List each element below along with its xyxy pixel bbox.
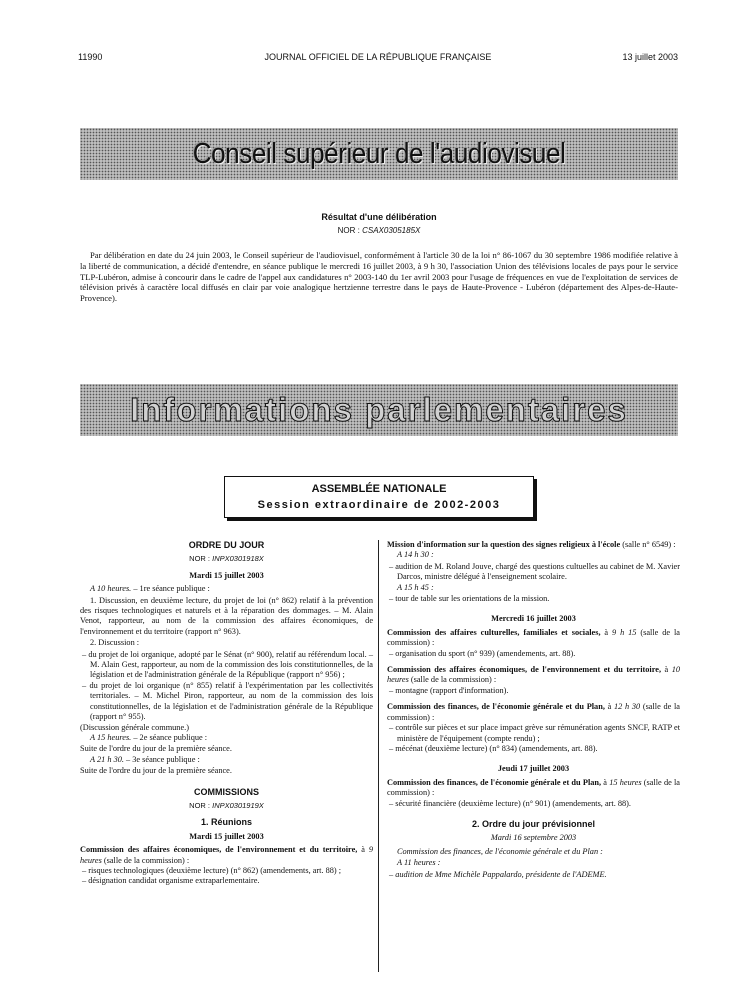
deliberation-nor: NOR : CSAX0305185X: [337, 226, 421, 235]
commission-subitem: – risques technologiques (deuxième lecture) (n° 862) (amendements, art. 88) ;: [82, 865, 342, 875]
commission-subitem: – audition de Mme Michèle Pappalardo, présidente de l'ADEME.: [389, 869, 607, 879]
commission-entry: Commission des affaires économiques, de l'environnement et du territoire, à 10 heures (salle de la commission) :: [387, 665, 680, 685]
left-column: [80, 540, 373, 887]
reunions-title: 1. Réunions: [200, 817, 252, 828]
agenda-item: 2. Discussion :: [90, 638, 140, 648]
commission-subitem: – sécurité financière (deuxième lecture) (n° 901) (amendements, art. 88).: [389, 798, 631, 808]
date-heading: Jeudi 17 juillet 2003: [497, 764, 570, 774]
deliberation-body: Par délibération en date du 24 juin 2003, le Conseil supérieur de l'audiovisuel, conformément à l'article 30 de la loi n° 86-1067 du 30 septembre 1986 modifiée relative à la liberté de communication, a décidé d'entendre, en séance publique le mercredi 16 juillet 2003, à 9 h 30, l'association Union des télévisions locales de pays pour le service TLP-Lubéron, admise à concourir dans le cadre de l'appel aux candidatures n° 2003-140 du 1er avril 2003 pour l'usage de fréquences en vue de l'exploitation de services de télévision privés à caractère local diffusés en clair par voie analogique hertzienne terrestre dans le pays de Haute-Provence - Lubéron (département des Alpes-de-Haute-Provence).: [80, 250, 678, 304]
journal-title: JOURNAL OFFICIEL DE LA RÉPUBLIQUE FRANÇAISE: [264, 52, 492, 62]
commission-entry: Commission des affaires économiques, de l'environnement et du territoire, à 9 heures (salle de la commission) :: [80, 845, 373, 865]
ordre-du-jour-title: ORDRE DU JOUR: [188, 540, 265, 550]
agenda-note: (Discussion générale commune.): [80, 722, 189, 732]
commission-entry: Commission des finances, de l'économie générale et du Plan :: [397, 846, 603, 856]
date-heading: Mardi 16 septembre 2003: [490, 833, 577, 843]
commission-entry: Commission des affaires culturelles, familiales et sociales, à 9 h 15 (salle de la commission) :: [387, 627, 680, 648]
seance-line: A 10 heures. – 1re séance publique :: [90, 584, 210, 594]
agenda-note: Suite de l'ordre du jour de la première séance.: [80, 744, 232, 754]
date-heading: Mardi 15 juillet 2003: [189, 831, 264, 841]
date-heading: Mardi 15 juillet 2003: [189, 570, 264, 580]
commission-subitem: – désignation candidat organisme extraparlementaire.: [82, 876, 260, 886]
previsionnel-title: 2. Ordre du jour prévisionnel: [471, 818, 596, 829]
ordre-nor: NOR : INPX0301918X: [189, 554, 264, 564]
parliament-banner-text: Informations parlementaires: [130, 391, 628, 428]
assembly-box: [224, 476, 534, 518]
seance-line: A 21 h 30. – 3e séance publique :: [90, 754, 200, 764]
page-header: [78, 52, 678, 66]
commission-subitem: – organisation du sport (n° 939) (amendements, art. 88).: [389, 648, 576, 658]
mission-entry: Mission d'information sur la question des signes religieux à l'école (salle n° 6549) :: [387, 540, 676, 549]
seance-line: A 15 heures. – 2e séance publique :: [90, 732, 208, 742]
commission-subitem: – montagne (rapport d'information).: [389, 685, 509, 695]
commission-subitem: – mécénat (deuxième lecture) (n° 834) (amendements, art. 88).: [389, 743, 598, 753]
date-heading: Mercredi 16 juillet 2003: [491, 614, 576, 624]
csa-banner-text: Conseil supérieur de l'audiovisuel: [192, 137, 566, 170]
agenda-item: 1. Discussion, en deuxième lecture, du projet de loi (n° 862) relatif à la prévention des risques technologiques et naturels et à la réparation des dommages. – M. Alain Venot, rapporteur, au nom de la commission des affaires économiques, de l'environnement et du territoire (rapport n° 963).: [80, 595, 373, 636]
column-divider: [378, 540, 379, 972]
agenda-subitem: – du projet de loi organique, adopté par le Sénat (n° 900), relatif au référendum local. – M. Alain Gest, rapporteur, au nom de la commission des lois constitutionnelles, de la législation et de l'administration générale de la République (rapport n° 956) ;: [82, 649, 373, 680]
time-line: A 15 h 45 :: [397, 582, 434, 592]
commission-subitem: – contrôle sur pièces et sur place impact grève sur rémunération agents SNCF, RATP et ministère de l'équipement (compte rendu) ;: [389, 723, 680, 743]
commissions-nor: NOR : INPX0301919X: [189, 800, 264, 810]
time-line: A 11 heures :: [397, 858, 441, 868]
assembly-title: ASSEMBLÉE NATIONALE: [311, 483, 447, 495]
session-title: Session extraordinaire de 2002-2003: [257, 499, 501, 511]
nor-code: CSAX0305185X: [362, 226, 421, 235]
agenda-note: Suite de l'ordre du jour de la première séance.: [80, 766, 232, 776]
csa-banner: [80, 128, 678, 180]
deliberation-title: Résultat d'une délibération: [321, 212, 437, 222]
parliament-banner: [80, 384, 678, 436]
page-number: 11990: [78, 52, 103, 62]
commission-entry: Commission des finances, de l'économie générale et du Plan, à 12 h 30 (salle de la commission) :: [387, 702, 680, 722]
agenda-subitem: – du projet de loi organique (n° 855) relatif à l'expérimentation par les collectivités territoriales. – M. Michel Piron, rapporteur, au nom de la commission des lois constitutionnelles, de la législation et de l'administration générale de la République (rapport n° 955).: [82, 680, 373, 722]
mission-subitem: – tour de table sur les orientations de la mission.: [389, 594, 550, 604]
time-line: A 14 h 30 :: [397, 550, 434, 560]
mission-subitem: – audition de M. Roland Jouve, chargé des questions cultuelles au cabinet de M. Xavier Darcos, ministre délégué à l'enseignement scolaire.: [389, 561, 680, 582]
issue-date: 13 juillet 2003: [622, 52, 678, 62]
commissions-title: COMMISSIONS: [193, 786, 259, 797]
right-column: [387, 540, 680, 880]
commission-entry: Commission des finances, de l'économie générale et du Plan, à 15 heures (salle de la commission) :: [387, 777, 680, 798]
